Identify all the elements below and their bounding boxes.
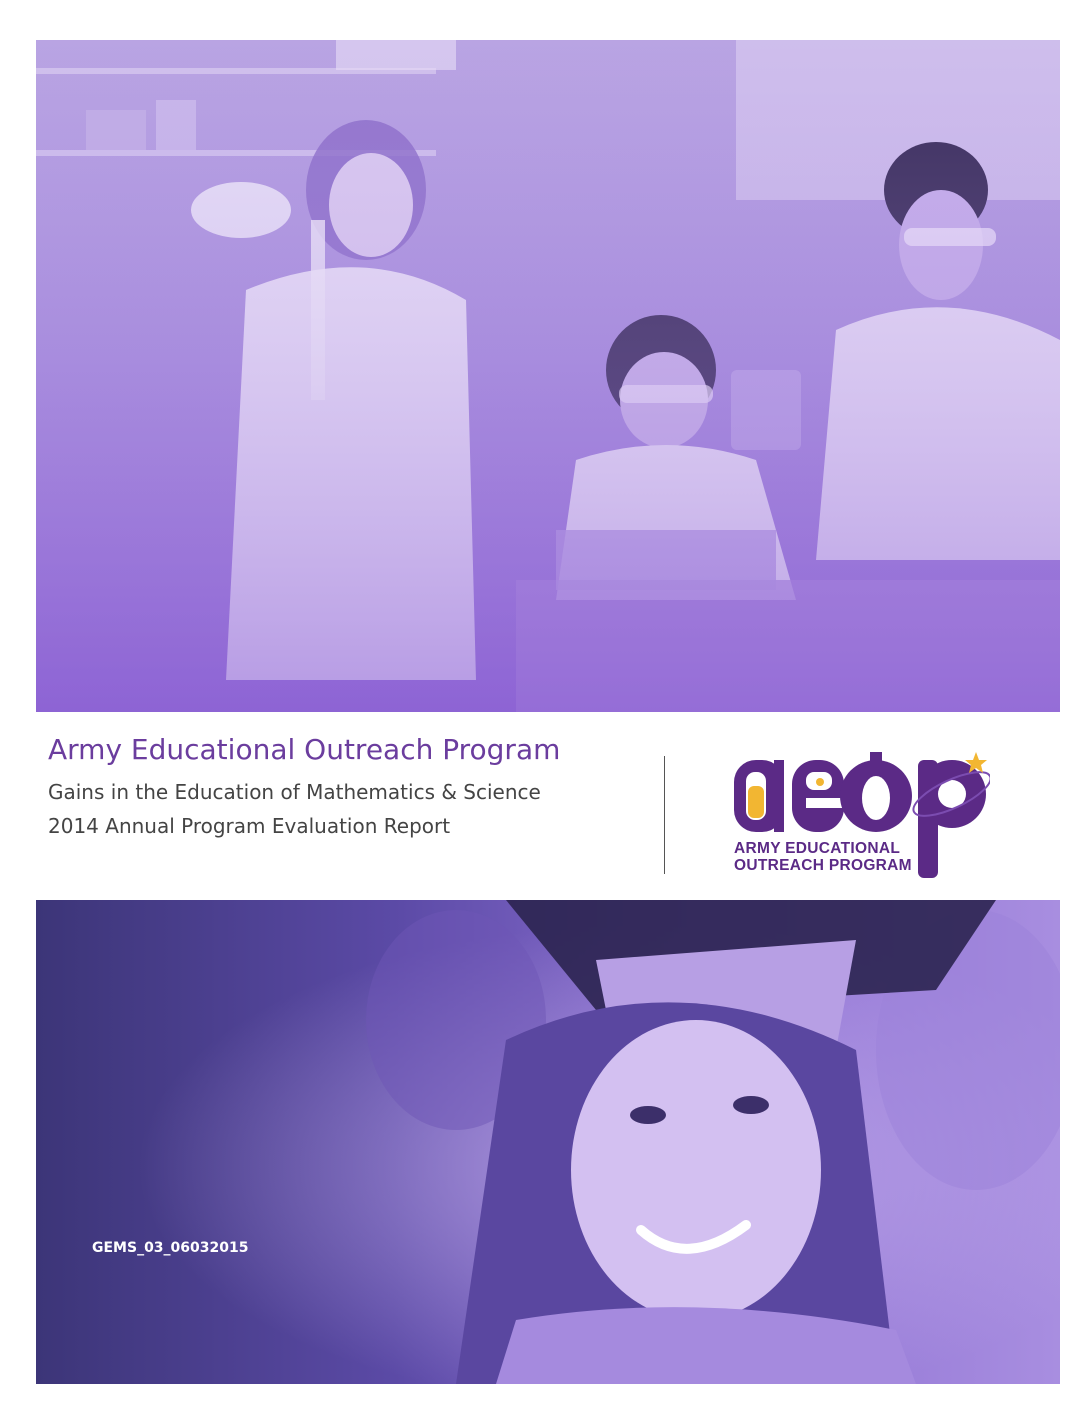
- logo-tagline: [734, 840, 912, 874]
- lab-students-illustration: [36, 40, 1060, 712]
- aeop-logo: [730, 738, 1000, 880]
- title-block: [48, 734, 648, 848]
- vertical-divider: [664, 756, 665, 874]
- bottom-graduate-photo: [36, 900, 1060, 1384]
- report-subtitle-line2: 2014 Annual Program Evaluation Report: [48, 814, 451, 839]
- logo-tagline-line2: OUTREACH PROGRAM: [734, 857, 912, 874]
- graduate-illustration: [36, 900, 1060, 1384]
- report-subtitle-line1: Gains in the Education of Mathematics & Science: [48, 780, 541, 805]
- top-lab-photo: [36, 40, 1060, 712]
- program-title: Army Educational Outreach Program: [48, 733, 561, 766]
- logo-tagline-line1: ARMY EDUCATIONAL: [734, 840, 901, 857]
- document-code: GEMS_03_06032015: [92, 1240, 249, 1256]
